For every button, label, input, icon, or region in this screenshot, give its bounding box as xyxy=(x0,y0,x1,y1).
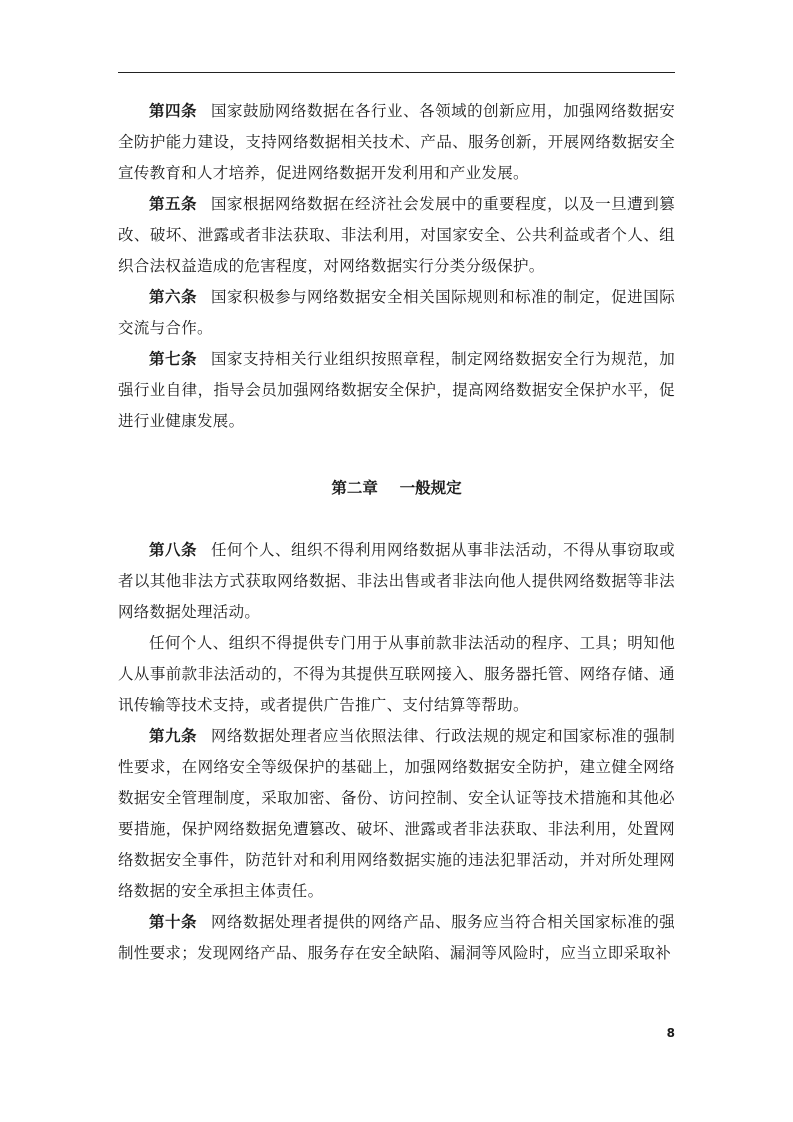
article-label: 第七条 xyxy=(149,350,198,368)
article-text: 任何个人、组织不得利用网络数据从事非法活动，不得从事窃取或者以其他非法方式获取网络数据、非法出售或者非法向他人提供网络数据等非法网络数据处理活动。 xyxy=(118,541,675,621)
chapter-heading xyxy=(118,473,675,504)
article-label: 第十条 xyxy=(149,913,198,931)
article-text: 国家鼓励网络数据在各行业、各领域的创新应用，加强网络数据安全防护能力建设，支持网络数据相关技术、产品、服务创新，开展网络数据安全宣传教育和人才培养，促进网络数据开发利用和产业发展。 xyxy=(118,102,675,182)
article-label: 第八条 xyxy=(149,541,198,559)
article-text: 网络数据处理者提供的网络产品、服务应当符合相关国家标准的强制性要求；发现网络产品、服务存在安全缺陷、漏洞等风险时，应当立即采取补 xyxy=(118,913,675,962)
article-label: 第九条 xyxy=(149,727,198,745)
chapter-title: 一般规定 xyxy=(399,479,462,497)
article-8 xyxy=(118,535,675,628)
article-4 xyxy=(118,96,675,189)
article-6 xyxy=(118,282,675,344)
article-10 xyxy=(118,907,675,969)
article-text: 任何个人、组织不得提供专门用于从事前款非法活动的程序、工具；明知他人从事前款非法活动的，不得为其提供互联网接入、服务器托管、网络存储、通讯传输等技术支持，或者提供广告推广、支付结算等帮助。 xyxy=(118,634,675,714)
article-7 xyxy=(118,344,675,437)
chapter-number: 第二章 xyxy=(331,479,378,497)
article-text: 网络数据处理者应当依照法律、行政法规的规定和国家标准的强制性要求，在网络安全等级保护的基础上，加强网络数据安全防护，建立健全网络数据安全管理制度，采取加密、备份、访问控制、安全认证等技术措施和其他必要措施，保护网络数据免遭篡改、破坏、泄露或者非法获取、非法利用，处置网络数据安全事件，防范针对和利用网络数据实施的违法犯罪活动，并对所处理网络数据的安全承担主体责任。 xyxy=(118,727,675,900)
article-5 xyxy=(118,189,675,282)
article-8-paragraph-2 xyxy=(118,628,675,721)
article-label: 第五条 xyxy=(149,195,198,213)
article-text: 国家积极参与网络数据安全相关国际规则和标准的制定，促进国际交流与合作。 xyxy=(118,288,675,337)
article-label: 第四条 xyxy=(149,102,198,120)
header-rule xyxy=(118,72,675,73)
article-text: 国家根据网络数据在经济社会发展中的重要程度，以及一旦遭到篡改、破坏、泄露或者非法获取、非法利用，对国家安全、公共利益或者个人、组织合法权益造成的危害程度，对网络数据实行分类分级保护。 xyxy=(118,195,675,275)
document-body xyxy=(118,96,675,969)
page-number: 8 xyxy=(666,1026,675,1040)
article-text: 国家支持相关行业组织按照章程，制定网络数据安全行为规范，加强行业自律，指导会员加强网络数据安全保护，提高网络数据安全保护水平，促进行业健康发展。 xyxy=(118,350,675,430)
article-9 xyxy=(118,721,675,907)
article-label: 第六条 xyxy=(149,288,198,306)
